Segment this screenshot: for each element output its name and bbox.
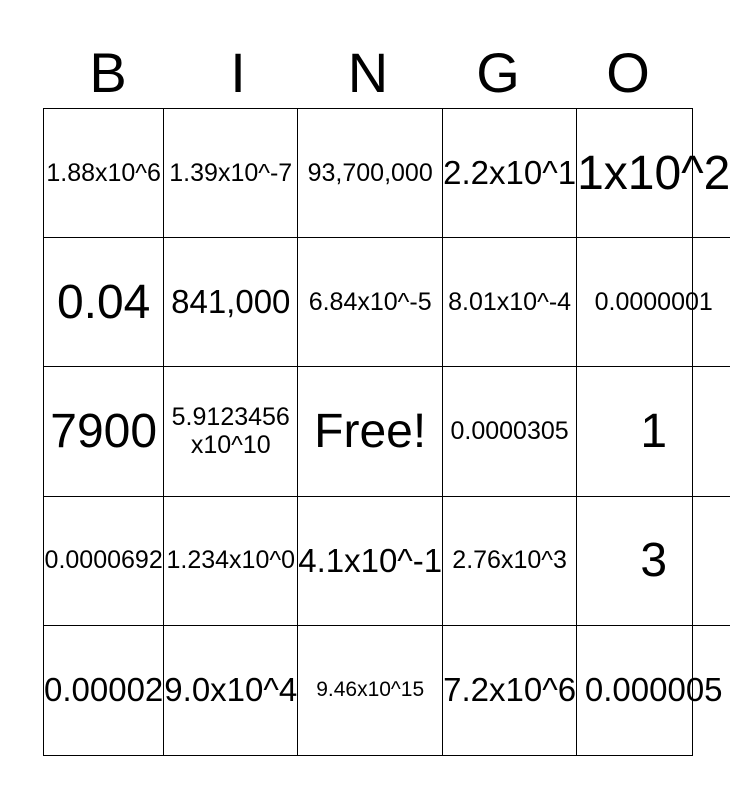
bingo-cell[interactable]: 6.84x10^-5: [298, 238, 443, 367]
bingo-cell[interactable]: 2.76x10^3: [443, 497, 577, 626]
bingo-cell[interactable]: 4.1x10^-1: [298, 497, 443, 626]
bingo-cell[interactable]: 1: [577, 367, 730, 496]
bingo-cell[interactable]: 1x10^2: [577, 109, 730, 238]
bingo-cell[interactable]: 5.9123456 x10^10: [164, 367, 298, 496]
bingo-cell[interactable]: 93,700,000: [298, 109, 443, 238]
bingo-cell[interactable]: 1.234x10^0: [164, 497, 298, 626]
header-letter-g: G: [476, 41, 520, 104]
bingo-cell[interactable]: 7900: [44, 367, 164, 496]
bingo-cell[interactable]: 0.000005: [584, 671, 723, 709]
bingo-cell[interactable]: 0.04: [44, 238, 164, 367]
bingo-cell[interactable]: 2.2x10^1: [443, 109, 577, 238]
bingo-cell[interactable]: 1.88x10^6: [44, 109, 164, 238]
bingo-cell[interactable]: 0.0000692: [44, 497, 164, 626]
bingo-cell[interactable]: 9.46x10^15: [298, 626, 443, 755]
header-letter-b: B: [89, 41, 127, 104]
bingo-cell[interactable]: 0.0000001: [577, 238, 730, 367]
bingo-grid: [43, 108, 731, 756]
header-letter-n: N: [347, 41, 389, 104]
bingo-cell[interactable]: 0.00002: [44, 626, 164, 755]
bingo-cell[interactable]: 8.01x10^-4: [443, 238, 577, 367]
bingo-cell[interactable]: 0.0000305: [443, 367, 577, 496]
bingo-cell-free[interactable]: Free!: [298, 367, 443, 496]
bingo-header: [43, 38, 693, 108]
bingo-cell[interactable]: 3: [577, 497, 730, 626]
bingo-cell[interactable]: 1.39x10^-7: [164, 109, 298, 238]
bingo-cell[interactable]: 7.2x10^6: [443, 626, 577, 755]
bingo-cell[interactable]: 841,000: [164, 238, 298, 367]
bingo-cell[interactable]: 9.0x10^4: [164, 626, 298, 755]
header-letter-o: O: [606, 41, 650, 104]
header-letter-i: I: [230, 41, 246, 104]
